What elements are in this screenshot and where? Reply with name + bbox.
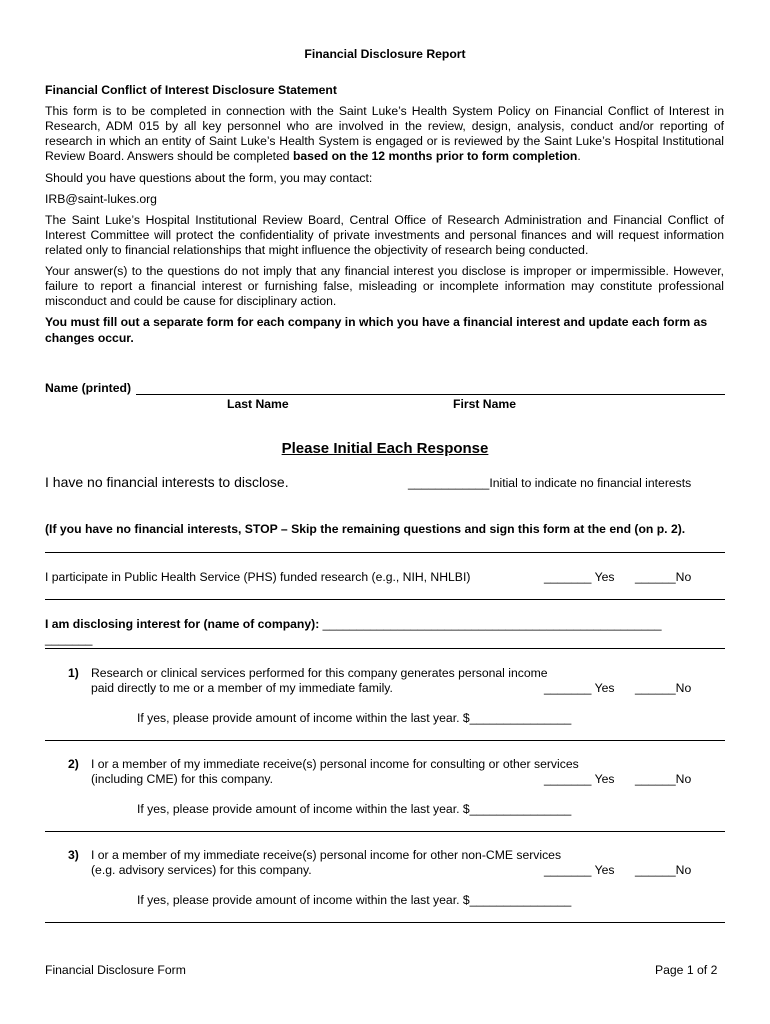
question-3-no-field[interactable]: ______No — [635, 863, 692, 877]
question-1-amount-field[interactable]: If yes, please provide amount of income within the last year. $_______________ — [137, 711, 572, 725]
phs-yes-field[interactable]: _______ Yes — [544, 570, 615, 584]
question-2-number: 2) — [68, 757, 79, 771]
question-3-line-1: I or a member of my immediate receive(s) personal income for other non-CME services — [91, 848, 562, 862]
question-3-number: 3) — [68, 848, 79, 862]
no-interests-initial-field[interactable] — [408, 476, 691, 490]
question-1-line-2: paid directly to me or a member of my immediate family. — [91, 681, 393, 695]
question-1-text — [91, 666, 561, 696]
intro-end: . — [577, 149, 581, 164]
divider — [45, 648, 725, 649]
question-3-amount-field[interactable]: If yes, please provide amount of income within the last year. $_______________ — [137, 893, 572, 907]
intro-bold-text: based on the 12 months prior to form completion — [292, 149, 578, 164]
question-2-amount-field[interactable]: If yes, please provide amount of income within the last year. $_______________ — [137, 802, 572, 816]
intro-text: This form is to be completed in connection with the Saint Luke’s Health System Policy on Financial Conflict of Interest in Research, ADM 015 by all key personnel who are involved in the review, design, analysis, conduct and/or reporting of research in which an entity of Saint Luke’s Health System is engaged or is reviewed by the Saint Luke’s Hospital Institutional Review Board. Answers should be completed — [45, 104, 724, 164]
separate-form-notice: You must fill out a separate form for each company in which you have a financial interest and update each form as changes occur. — [45, 315, 708, 345]
footer-page-number: Page 1 of 2 — [655, 963, 718, 977]
name-label: Name (printed) — [45, 381, 131, 395]
company-row — [45, 617, 662, 631]
question-1-no-field[interactable]: ______No — [635, 681, 692, 695]
footer-form-name: Financial Disclosure Form — [45, 963, 186, 977]
no-interests-initial-label: Initial to indicate no financial interests — [489, 476, 692, 490]
phs-no-field[interactable]: ______No — [635, 570, 692, 584]
divider — [45, 599, 725, 600]
company-label: I am disclosing interest for (name of company): — [45, 617, 323, 631]
contact-email[interactable]: IRB@saint-lukes.org — [45, 192, 157, 206]
initial-section-title: Please Initial Each Response — [281, 440, 489, 457]
question-1-line-1: Research or clinical services performed for this company generates personal income — [91, 666, 548, 680]
divider — [45, 922, 725, 923]
no-interests-initial-blank[interactable]: ____________ — [408, 476, 490, 490]
question-1-number: 1) — [68, 666, 79, 680]
answers-paragraph: Your answer(s) to the questions do not imply that any financial interest you disclose is improper or impermissible. However, failure to report a financial interest or furnishing false, misleading or incomplete information may constitute professional misconduct and could be cause for disciplinary action. — [45, 264, 724, 309]
question-2-no-field[interactable]: ______No — [635, 772, 692, 786]
first-name-label: First Name — [453, 397, 516, 411]
question-2-line-1: I or a member of my immediate receive(s) personal income for consulting or other services — [91, 757, 579, 771]
contact-prompt: Should you have questions about the form, you may contact: — [45, 171, 373, 185]
divider — [45, 831, 725, 832]
stop-notice: (If you have no financial interests, STOP – Skip the remaining questions and sign this form at the end (on p. 2). — [45, 522, 686, 536]
phs-question: I participate in Public Health Service (PHS) funded research (e.g., NIH, NHLBI) — [45, 570, 471, 584]
question-3-text — [91, 848, 591, 878]
last-name-label: Last Name — [227, 397, 289, 411]
question-1-yes-field[interactable]: _______ Yes — [544, 681, 615, 695]
question-3-yes-field[interactable]: _______ Yes — [544, 863, 615, 877]
company-name-blank[interactable]: __________________________________________________ — [322, 617, 662, 631]
question-2-line-2: (including CME) for this company. — [91, 772, 273, 786]
no-interests-text: I have no financial interests to disclose. — [45, 474, 289, 490]
name-input-line[interactable] — [136, 394, 725, 395]
company-name-blank-continued[interactable]: _______ — [45, 632, 93, 646]
question-3-line-2: (e.g. advisory services) for this company. — [91, 863, 312, 877]
protection-paragraph: The Saint Luke’s Hospital Institutional Review Board, Central Office of Research Administration and Financial Conflict of Interest Committee will protect the confidentiality of private investments and personal finances and will request information related only to financial relationships that might influence the objectivity of research being conducted. — [45, 213, 724, 258]
intro-paragraph — [45, 104, 724, 164]
document-title: Financial Disclosure Report — [304, 47, 466, 61]
section-title: Financial Conflict of Interest Disclosure Statement — [45, 83, 337, 97]
divider — [45, 552, 725, 553]
question-2-yes-field[interactable]: _______ Yes — [544, 772, 615, 786]
question-2-text — [91, 757, 591, 787]
divider — [45, 740, 725, 741]
